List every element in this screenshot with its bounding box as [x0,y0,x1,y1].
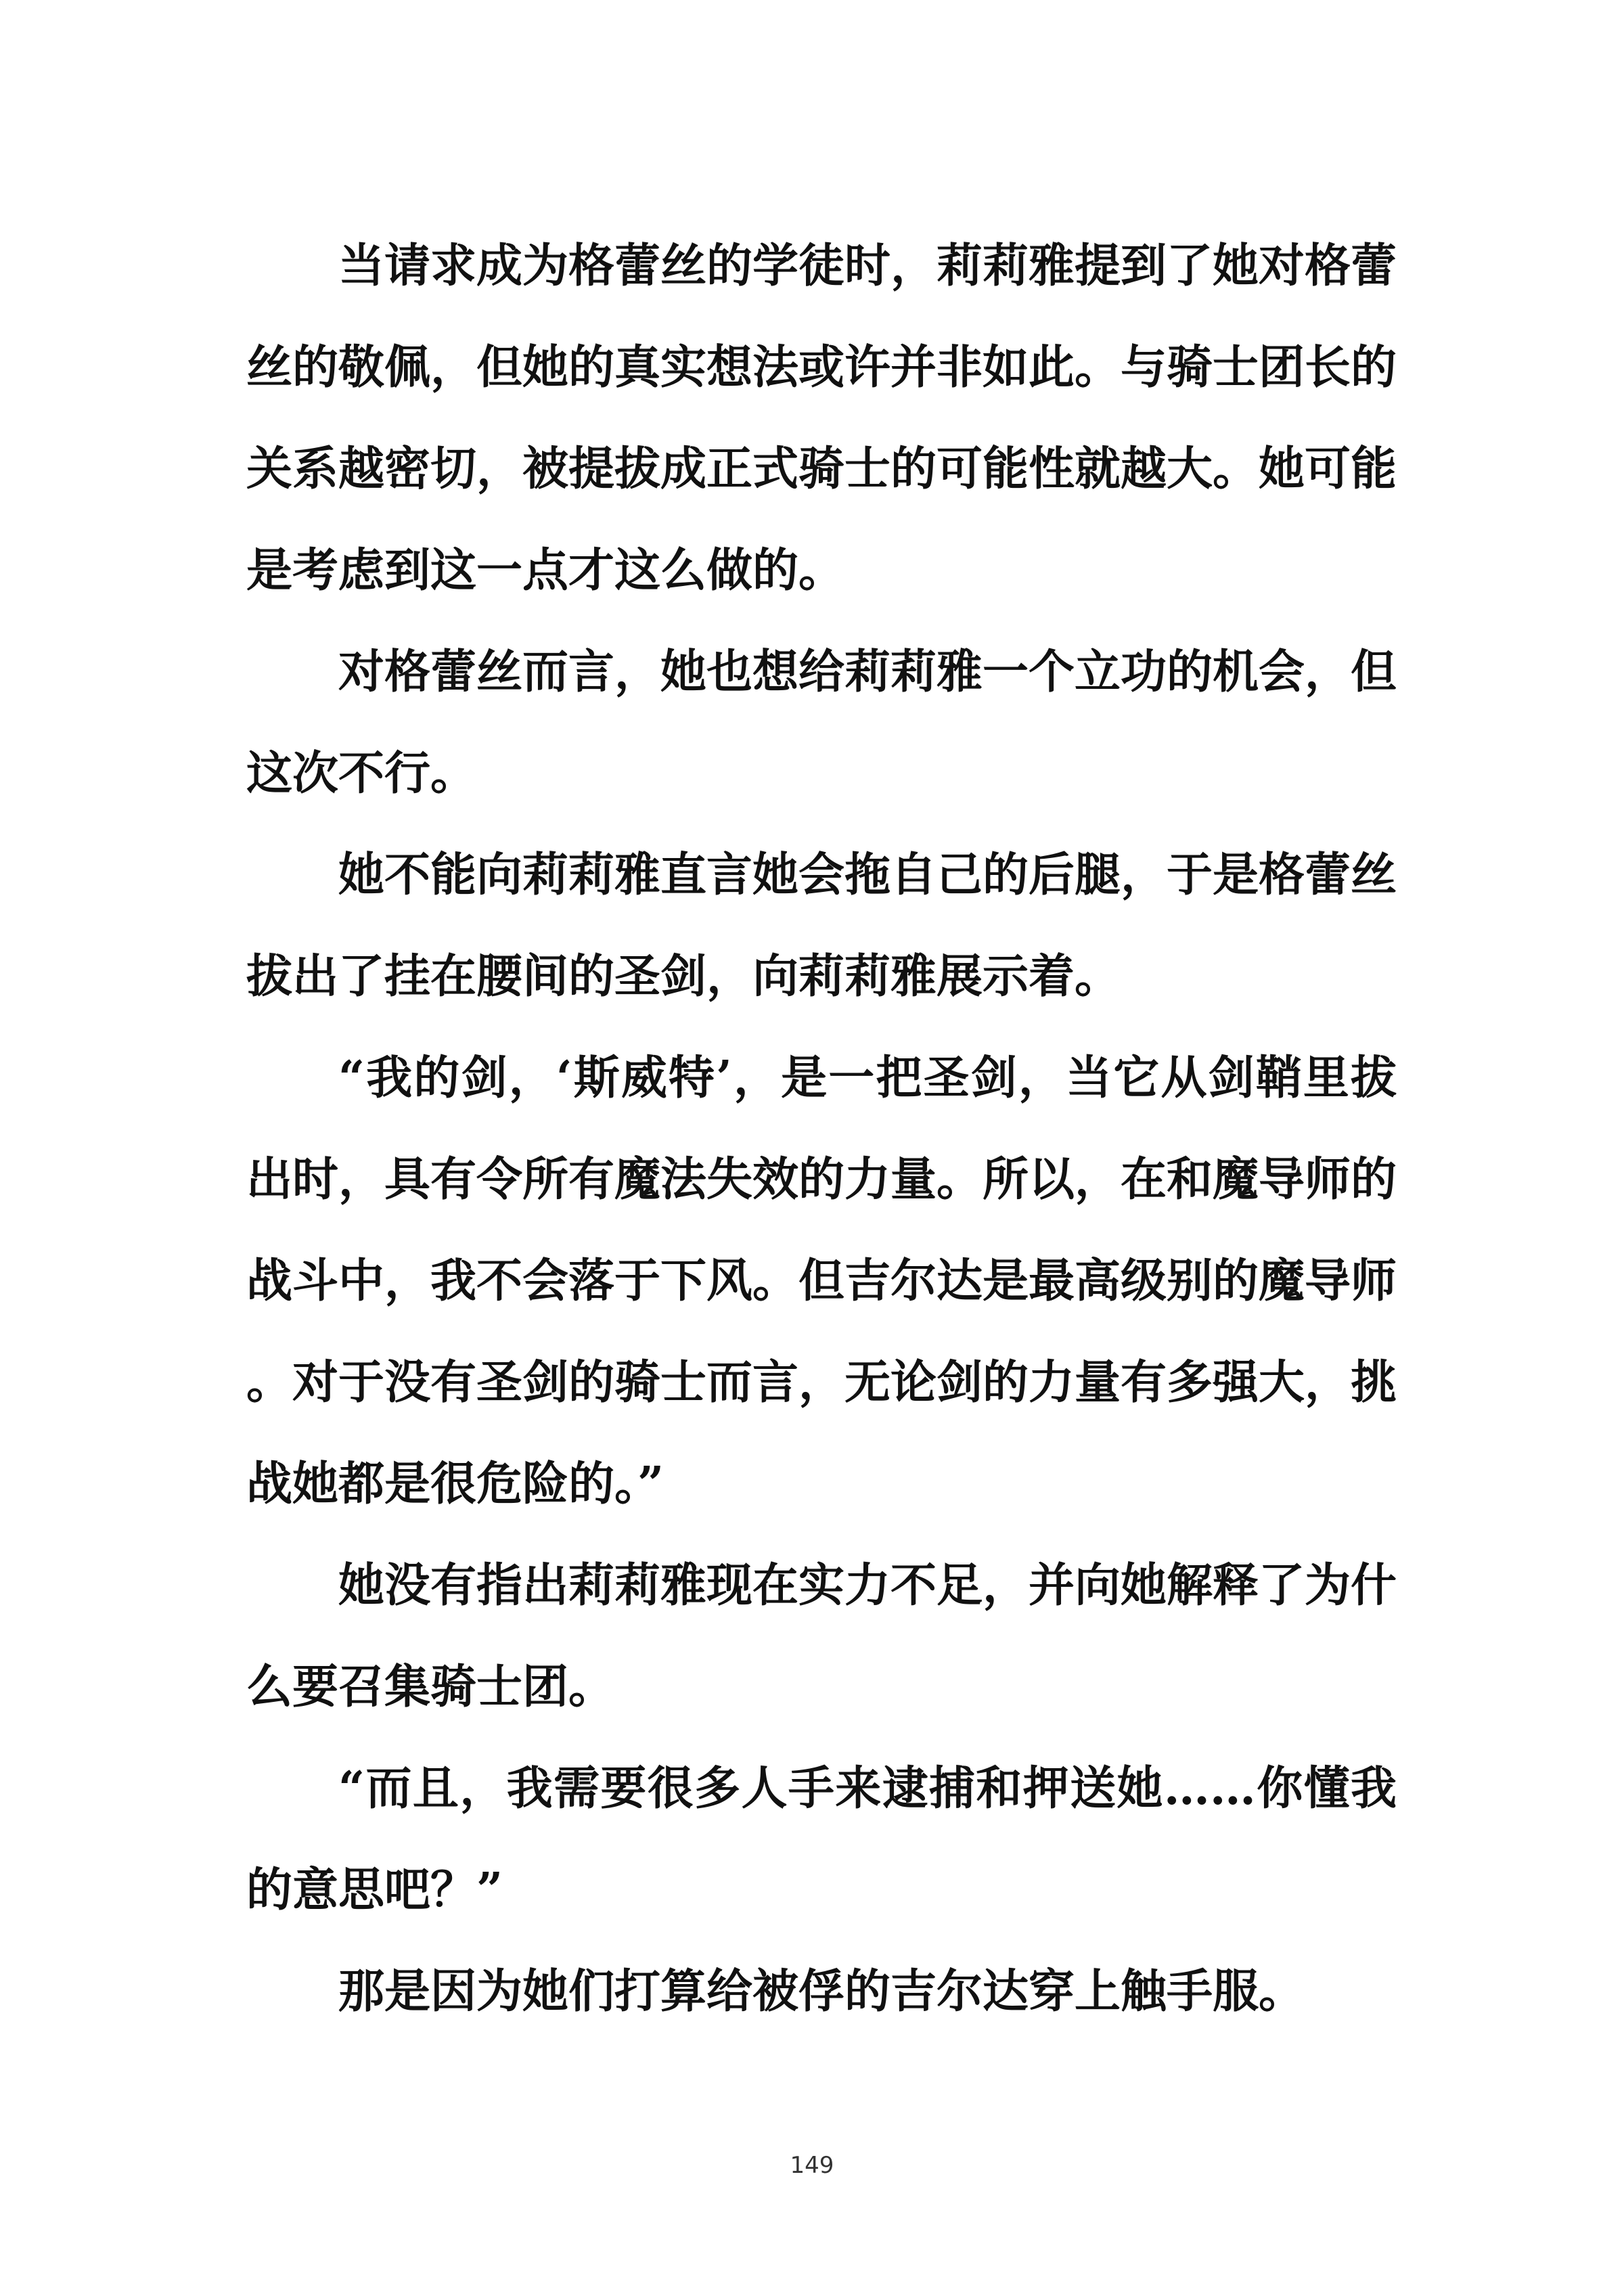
page-number: 149 [790,2152,834,2179]
paragraph: 对格蕾丝而言，她也想给莉莉雅一个立功的机会，但这次不行。 [246,645,1397,801]
paragraph: 她没有指出莉莉雅现在实力不足，并向她解释了为什么要召集骑士团。 [246,1558,1397,1714]
paragraph: “而且，我需要很多人手来逮捕和押送她……你懂我的意思吧？” [246,1761,1397,1917]
paragraph: “我的剑，‘斯威特’，是一把圣剑，当它从剑鞘里拔出时，具有令所有魔法失效的力量。所以，在和魔导师的战斗中，我不会落于下风。但吉尔达是最高级别的魔导师。对于没有圣剑的骑士而言，无论剑的力量有多强大，挑战她都是很危险的。” [246,1051,1397,1511]
paragraph: 那是因为她们打算给被俘的吉尔达穿上触手服。 [338,1964,1305,2019]
body-text [246,215,1397,2042]
paragraph: 她不能向莉莉雅直言她会拖自己的后腿，于是格蕾丝拔出了挂在腰间的圣剑，向莉莉雅展示着。 [246,848,1397,1004]
paragraph: 当请求成为格蕾丝的学徒时，莉莉雅提到了她对格蕾丝的敬佩，但她的真实想法或许并非如此。与骑士团长的关系越密切，被提拔成正式骑士的可能性就越大。她可能是考虑到这一点才这么做的。 [246,239,1397,598]
